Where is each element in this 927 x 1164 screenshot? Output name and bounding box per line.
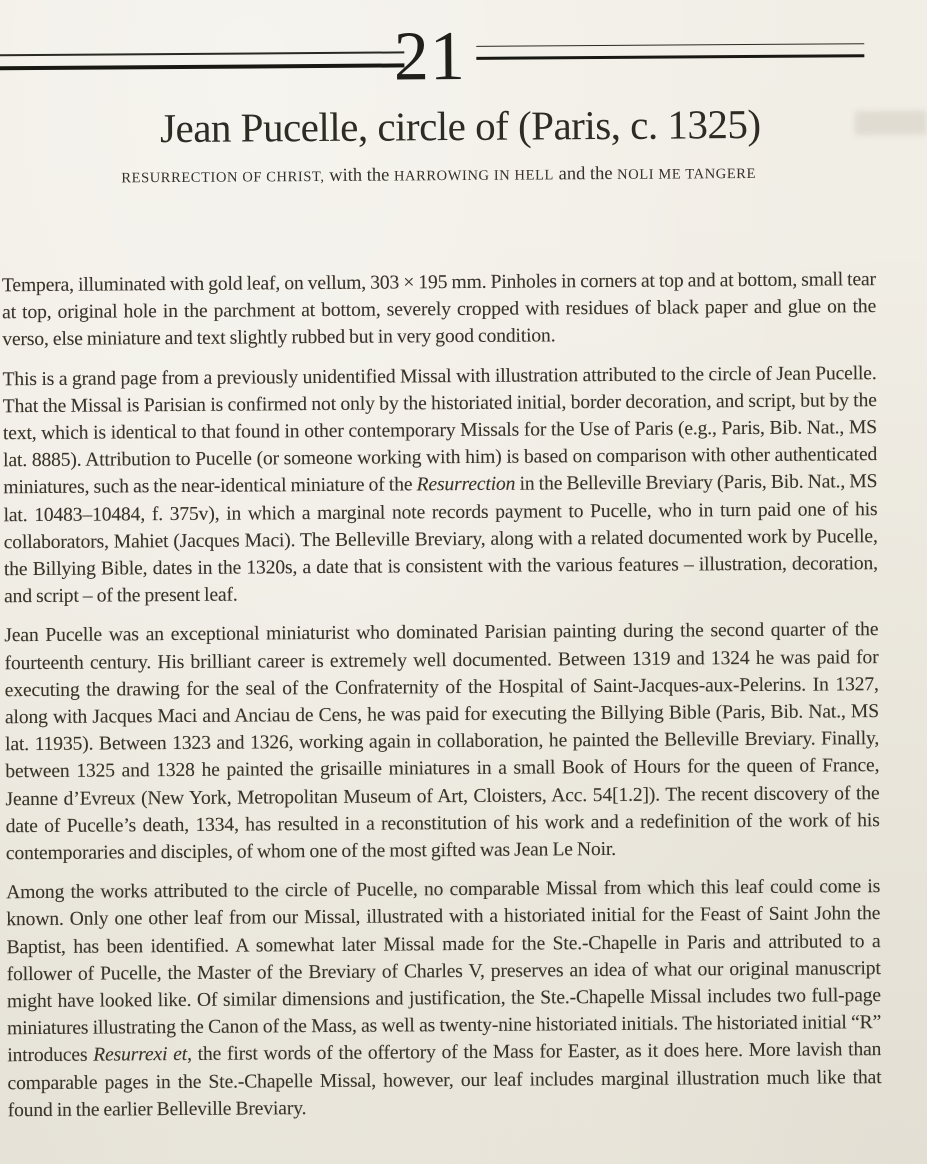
text-run: Jean Pucelle was an exceptional miniaturist who dominated Parisian painting during the second quarter of the fourteenth century. His brilliant career is extremely well documented. Between 1319 and 1324 he was paid for executing the drawing for the seal of the Confraternity of the Hospital of Saint-Jacques-aux-Pelerins. In 1327, along with Jacques Maci and Anciau de Cens, he was paid for executing the Billying Bible (Paris, Bib. Nat., MS lat. 11935). Between 1323 and 1326, working again in collaboration, he painted the Belleville Breviary. Finally, between 1325 and 1328 he painted the grisaille miniatures in a small Book of Hours for the queen of France, Jeanne d’Evreux (New York, Metropolitan Museum of Art, Cloisters, Acc. 54[1.2]). The recent discovery of the date of Pucelle’s death, 1334, has resulted in a reconstitution of his work and a redefinition of the work of his contemporaries and disciples, of whom one of the most gifted was Jean Le Noir.	[4, 619, 880, 865]
subtitle-connector-2: and the	[553, 163, 618, 185]
text-run: Tempera, illuminated with gold leaf, on vellum, 303 × 195 mm. Pinholes in corners at top and at bottom, small tear at top, original hole in the parchment at bottom, severely cropped with residues of black paper and glue on the verso, else miniature and text slightly rubbed but in very good condition.	[1, 269, 877, 351]
subtitle-caps-harrowing: HARROWING IN HELL	[393, 167, 555, 185]
text-run-italic: Resurrection	[416, 474, 516, 496]
work-subtitle	[0, 162, 916, 190]
catalog-entry-text	[2, 266, 882, 1136]
page-title: Jean Pucelle, circle of (Paris, c. 1325)	[159, 100, 761, 152]
paragraph-attribution	[2, 360, 878, 611]
paragraph-comparanda	[6, 873, 882, 1124]
chapter-number: 21	[393, 17, 467, 96]
text-run-italic: Resurrexi et	[93, 1044, 188, 1067]
text-run: in the Belleville Breviary (Paris, Bib. Nat., MS lat. 10483–10484, f. 375v), in which a marginal note records payment to Pucelle, who in turn paid one of his collaborators, Mahiet (Jacques Maci). The Belleville Breviary, along with a related documented work by Pucelle, the Billying Bible, dates in the 1320s, a date that is consistent with the various features – illustration, decoration, and script – of the present leaf.	[3, 471, 878, 608]
text-run: Among the works attributed to the circle of Pucelle, no comparable Missal from which this leaf could come is known. Only one other leaf from our Missal, illustrated with a historiated initial for the Feast of Saint John the Baptist, has been identified. A somewhat later Missal made for the Ste.-Chapelle in Paris and attributed to a follower of Pucelle, the Master of the Breviary of Charles V, preserves an idea of what our original manuscript might have looked like. Of similar dimensions and justification, the Ste.-Chapelle Missal includes two full-page miniatures illustrating the Canon of the Mass, as well as twenty-nine historiated initials. The historiated initial “R” introduces	[6, 876, 882, 1067]
subtitle-caps-resurrection: RESURRECTION OF CHRIST,	[121, 168, 325, 187]
paragraph-biography	[4, 617, 880, 868]
paragraph-physical-description	[2, 266, 877, 354]
subtitle-caps-noli: NOLI ME TANGERE	[617, 165, 757, 183]
text-run: This is a grand page from a previously unidentified Missal with illustration attributed to the circle of Jean Pucelle. That the Missal is Parisian is confirmed not only by the historiated initial, border decoration, and script, but by the text, which is identical to that found in other contemporary Missals for the Use of Paris (e.g., Paris, Bib. Nat., MS lat. 8885). Attribution to Pucelle (or someone working with him) is based on comparison with other authenticated miniatures, such as the near-identical miniature of the	[2, 362, 878, 499]
text-run: , the first words of the offertory of the Mass for Easter, as it does here. More lavish than comparable pages in the Ste.-Chapelle Missal, however, our leaf includes marginal illustration much like that found in the earlier Belleville Breviary.	[7, 1039, 882, 1122]
subtitle-connector-1: with the	[324, 165, 395, 186]
